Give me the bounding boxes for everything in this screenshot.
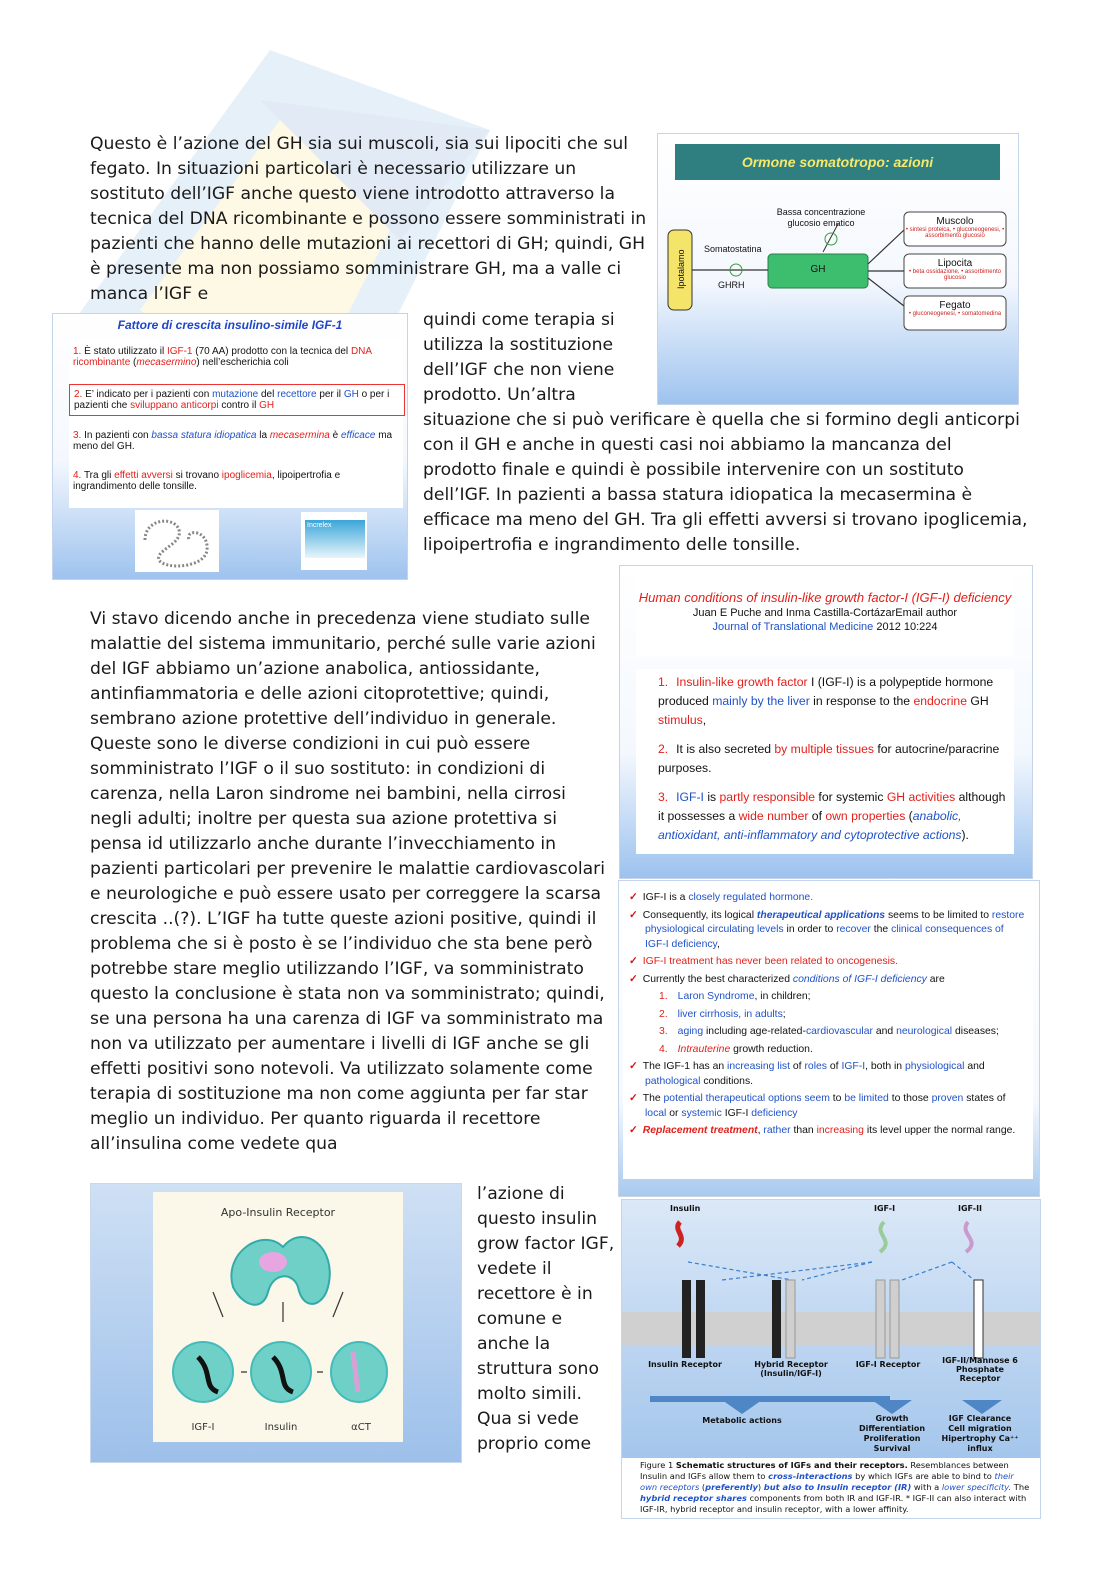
text-span: , [702,713,707,727]
figure-igf-receptors [621,1199,1041,1519]
text-span: GH [259,400,275,411]
text-span: but also to Insulin receptor (IR) [763,1482,912,1492]
paper-header [636,578,1014,656]
text-span: for autocrine/paracrine purposes. [658,742,1000,775]
text-span: preferently [705,1482,758,1492]
text-span: GH [343,389,359,400]
subitem-number: 3. [659,1026,668,1037]
text-span: mecasermina [269,430,330,441]
text-span: , lipoipertrofia e ingrandimento delle tonsille. [73,470,341,492]
text-span: la [256,430,270,441]
low-glucose-label: Bassa concentrazione glucosio ematico [776,207,866,228]
text-span: DNA ricombinante [73,346,372,368]
text-span: increasing [816,1125,864,1136]
slide-gh-actions [657,133,1019,405]
check-icon: ✓ [629,1125,638,1136]
text-span: aging [677,1026,704,1037]
text-span: È stato utilizzato il [84,346,167,357]
receptor-igf1-label: IGF-I Receptor [855,1360,921,1369]
text-span: with a [911,1482,942,1492]
deficiency-list [636,669,1014,854]
paragraph-gh-actions: Questo è l’azione del GH sia sui muscoli, sia sui lipociti che sul fegato. In situazioni particolari è necessario utilizzare un sostituto dell’IGF anche questo viene introdotto attraverso la tecnica del DNA ricombinante e possono essere somministrati in pazienti che hanno delle mutazioni ai recettori di GH; quindi, GH è presente ma non possiamo somministrare GH, ma a valle ci manca l’IGF e [90,134,647,304]
text-span: is [703,790,720,804]
text-span: I (IGF-I) is a polypeptide hormone produced [658,675,994,708]
paragraph-receptor: l’azione di questo insulin grow factor IGF, vedete il recettore è in comune e anche la struttura sono molto simili. Qua si vede proprio come [477,1184,615,1454]
gh-node: GH [810,264,826,275]
text-span: si trovano [172,470,222,481]
text-span: bassa statura idiopatica [151,430,257,441]
text-span: Consequently, its logical [642,909,757,921]
text-span: liver cirrhosis, in adults [677,1008,783,1020]
receptor-igf2-label: IGF-II/Mannose 6 Phosphate Receptor [942,1356,1018,1383]
slide-title: Ormone somatotropo: azioni [675,144,1000,180]
ligand-igf2: IGF-II [958,1204,983,1213]
paper-title: Human conditions of insulin-like growth factor-I (IGF-I) deficiency [638,590,1012,605]
slide-igf1 [52,313,408,580]
check-icon: ✓ [629,892,638,903]
receptors-diagram [622,1200,1040,1458]
therapy-subitem [629,1043,1027,1058]
therapy-bullet [629,1124,1027,1139]
text-span: 1. [73,346,85,357]
text-span: although it possesses a [658,790,1006,823]
igf1-item-1 [73,346,397,368]
therapy-bullet [629,973,1027,988]
text-span: 3. [658,790,669,804]
label-igf1: IGF-I [191,1422,215,1433]
text-span: conditions of IGF-I deficiency [792,973,927,985]
text-span: 3. [73,430,85,441]
therapy-subitem [629,1008,1027,1023]
text-span: in response to the [809,694,914,708]
text-span: IGF-I [721,1107,752,1119]
text-span: recover [836,924,871,935]
text-span: 1. [658,675,669,689]
paragraph-substitution: quindi come terapia si utilizza la sostituzione dell’IGF che non viene prodotto. Un’altra [423,310,615,405]
text-span: for systemic [815,790,887,804]
increlex-box-image: Increlex [301,512,367,570]
text-span: IGF-I treatment has never been related to oncogenesis. [642,956,899,967]
text-span: Currently the best characterized [642,973,793,985]
text-span: and [872,1026,897,1037]
text-span: or [666,1107,682,1119]
text-span: mutazione [212,389,259,400]
text-span: IGF-I [676,790,704,804]
text-span: the [870,924,892,935]
text-span: rather [763,1125,791,1136]
text-span: effetti avversi [114,470,173,481]
text-span: be limited [844,1093,889,1104]
text-span: Intrauterine [677,1043,731,1055]
text-span: lower specificity. [941,1482,1012,1492]
text-span: ( [699,1482,706,1492]
subitem-number: 2. [659,1008,668,1020]
deficiency-item-3 [658,788,1008,845]
text-span: The IGF-1 has an [642,1061,728,1072]
text-span: The [642,1093,664,1104]
hypothalamus-label: Ipotalamo [676,249,686,289]
text-span: per il [316,389,344,400]
text-span: proven [931,1093,964,1104]
paper-authors: Juan E Puche and Inma Castilla-CortázarEmail author [692,607,958,619]
text-span: , [757,1125,764,1136]
somatostatin-label: Somatostatina [704,244,762,254]
deficiency-item-2 [658,740,1008,778]
igf1-protein-image [135,510,219,572]
therapy-bullet [629,955,1027,970]
text-span: are [926,973,945,985]
subitem-number: 1. [659,991,668,1002]
text-span: , in children; [754,991,811,1002]
text-span: by multiple tissues [774,742,874,756]
label-alpha-ct: αCT [351,1422,371,1433]
text-span: Tra gli [83,470,115,481]
growth-actions-label: Growth Differentiation Proliferation Survival [858,1414,926,1453]
text-span: diseases; [952,1026,999,1037]
igf1-item-2 [69,384,405,416]
text-span: recettore [277,389,317,400]
check-icon: ✓ [629,956,638,967]
paper-journal: Journal of Translational Medicine 2012 10:224 [712,621,938,633]
text-span: stimulus [658,713,703,727]
text-span: o per i pazienti che [74,389,390,411]
text-span: It is also secreted [676,742,775,756]
text-span: conditions. [700,1075,754,1087]
figure-caption [640,1460,1032,1515]
text-span: closely regulated hormone. [688,892,814,903]
igf1-item-4 [73,470,397,492]
text-span: to those [888,1093,932,1104]
text-span: ) nell’escherichia coli [196,357,289,368]
therapy-bullet [629,891,1027,906]
text-span: ( [130,357,137,368]
text-span: 2. [74,389,86,400]
text-span: E’ indicato per i pazienti con [85,389,213,400]
figure-panel [153,1192,403,1442]
slide-title: Fattore di crescita insulino-simile IGF-1 [117,318,343,332]
text-span: ma meno del GH. [73,430,393,452]
igf1-content-panel [69,338,403,508]
text-span: ( [905,809,913,823]
text-span: pathological [645,1075,701,1087]
text-span: endocrine [913,694,967,708]
text-span: del [258,389,278,400]
subitem-number: 4. [659,1043,668,1055]
therapy-subitem [629,1025,1027,1040]
text-span: in order to [783,924,837,935]
text-span: ipoglicemia [221,470,272,481]
text-span: to [829,1093,845,1104]
ghrh-label: GHRH [718,280,745,290]
figure-title: Apo-Insulin Receptor [220,1206,336,1219]
target-muscle: Muscolo • sintesi proteica, • gluconeogenesi, • assorbimento glucosio [905,216,1005,239]
text-span: contro il [218,400,260,411]
text-span: seems to be limited to [885,909,992,921]
text-span: , [716,938,720,950]
metabolic-actions-label: Metabolic actions [702,1416,782,1425]
text-span: cardiovascular [805,1026,873,1037]
text-span: Replacement treatment [642,1125,758,1136]
text-span: components from both IR and IGF-IR. * IGF-II can also interact with IGF-IR, hybrid receptor and insulin receptor, with a lower affinity. [640,1493,1027,1514]
therapy-subitem [629,990,1027,1005]
therapy-bullet [629,1092,1027,1121]
text-span: including age-related- [703,1026,806,1037]
text-span: own properties [825,809,906,823]
text-span: systemic [681,1107,722,1119]
text-span: IGF-I [841,1061,866,1072]
ligand-insulin: Insulin [670,1204,701,1213]
therapy-list [623,887,1033,1179]
text-span: IGF-1 [166,346,193,357]
text-span: deficiency [751,1107,798,1119]
receptor-hybrid-label: Hybrid Receptor (Insulin/IGF-I) [754,1360,828,1378]
figure-apo-insulin-receptor [90,1183,462,1463]
text-span: therapeutical applications [756,909,886,921]
text-span: efficace [340,430,376,441]
text-span: physiological [904,1061,965,1072]
text-span: and [964,1061,985,1072]
text-span: increasing list [727,1061,790,1072]
text-span: , both in [865,1061,905,1072]
target-lipocyte: Lipocita • beta ossidazione, • assorbimento glucosio [909,258,1001,281]
text-span: In pazienti con [84,430,152,441]
label-insulin: Insulin [264,1422,298,1433]
text-span: mainly by the liver [712,694,810,708]
text-span: hybrid receptor shares [640,1493,747,1503]
text-span: anabolic, antioxidant, anti-inflammatory and cytoprotective actions [658,809,962,842]
text-span: Figure 1 [640,1460,676,1470]
paragraph-igf-conditions: Vi stavo dicendo anche in precedenza viene studiato sulle malattie del sistema immunitario, perché sulle varie azioni del IGF abbiamo un’azione anabolica, antiossidante, antinfiammatoria e delle azioni citoprotettive; quindi, sembrano azione protettive dell’individuo in generale. Queste sono le diverse condizioni in cui può essere somministrato l’IGF o il suo sostituto: in condizioni di carenza, nella Laron sindrome nei bambini, nella cirrosi negli adulti; inoltre per questa sua azione protettiva si pensa id utilizzarlo anche durante l’invecchiamento in pazienti particolari per prevenire le malattie cardiovascolari e neurologiche e può essere usato per correggere la scarsa crescita ..(?). L’IGF ha tutte queste azioni positive, quindi il problema che si è posto è se l’individuo che sta bene però potrebbe stare meglio utilizzando l’IGF, va somministrato questo la conclusione è stata non va somministrato; quindi, se una persona ha una carenza di IGF va somministrato ma non va utilizzato per aumentare i livelli di IGF anche se gli effetti positivi sono notevoli. Va utilizzato solamente come terapia di sostituzione ma non come aggiunta per far star meglio un individuo. Per quanto riguarda il recettore all’insulina come vedete qua [90,609,606,1154]
text-span: by which IGFs are able to bind to [852,1471,995,1481]
slide-igf-therapy [618,880,1040,1197]
text-span: 2. [658,742,669,756]
target-liver: Fegato • gluconeogenesi, • somatomedina [908,300,1002,317]
check-icon: ✓ [629,1061,638,1072]
text-span: ). [961,828,969,842]
text-span: of [790,1061,805,1072]
igf1-item-3 [73,430,397,452]
check-icon: ✓ [629,973,638,985]
text-span: partly responsible [719,790,816,804]
deficiency-item-1 [658,673,1008,730]
text-span: cross-interactions [768,1471,853,1481]
text-span: sviluppano anticorpi [130,400,219,411]
text-span: IGF-I is a [642,892,689,903]
text-span: local [645,1107,667,1119]
text-span: Resemblances between Insulin and IGFs allow them to [640,1460,1009,1481]
text-span: Schematic structures of IGFs and their receptors. [675,1460,908,1470]
text-span: of [826,1061,842,1072]
text-span: è [329,430,341,441]
text-span: neurological [896,1026,953,1037]
text-span: restore physiological circulating levels [645,909,1025,935]
ligand-igf1: IGF-I [874,1204,896,1213]
therapy-bullet [629,909,1027,953]
clearance-actions-label: IGF Clearance Cell migration Hipertrophy Ca⁺⁺ influx [941,1414,1019,1453]
text-span: clinical consequences of IGF-I deficiency [645,924,1004,950]
text-span: potential therapeutical options seem [663,1093,830,1104]
paragraph-antibodies: situazione che si può verificare è quella che si formino degli anticorpi con il GH e anche in questi casi noi abbiamo la mancanza del prodotto finale e quindi è possibile intervenire con un sostituto dell’IGF. In pazienti a bassa statura idiopatica la mecasermina è efficace ma meno del GH. Tra gli effetti avversi si trovano ipoglicemia, lipoipertrofia e ingrandimento delle tonsille. [423,410,1028,555]
text-span: Insulin-like growth factor [676,675,808,689]
text-span: The [1011,1482,1030,1492]
text-span: 4. [73,470,84,481]
slide-igf-deficiency [619,565,1033,879]
text-span: its level upper the normal range. [863,1125,1016,1136]
text-span: (70 AA) prodotto con la tecnica del [192,346,351,357]
text-span: roles [804,1061,827,1072]
text-span: growth reduction. [730,1043,813,1055]
check-icon: ✓ [629,1093,638,1104]
text-span: states of [963,1093,1006,1104]
receptor-structure [153,1192,403,1442]
text-span: ) [757,1482,764,1492]
text-span: mecasermino [136,357,197,368]
text-span: GH activities [886,790,956,804]
text-span: their own receptors [640,1471,1014,1492]
therapy-bullet [629,1060,1027,1089]
text-span: ; [782,1008,786,1020]
text-span: than [790,1125,817,1136]
text-span: wide number [738,809,809,823]
text-span: Laron Syndrome [677,991,755,1002]
check-icon: ✓ [629,909,638,921]
text-span: of [808,809,826,823]
receptor-insulin-label: Insulin Receptor [648,1360,722,1369]
text-span: GH [966,694,989,708]
